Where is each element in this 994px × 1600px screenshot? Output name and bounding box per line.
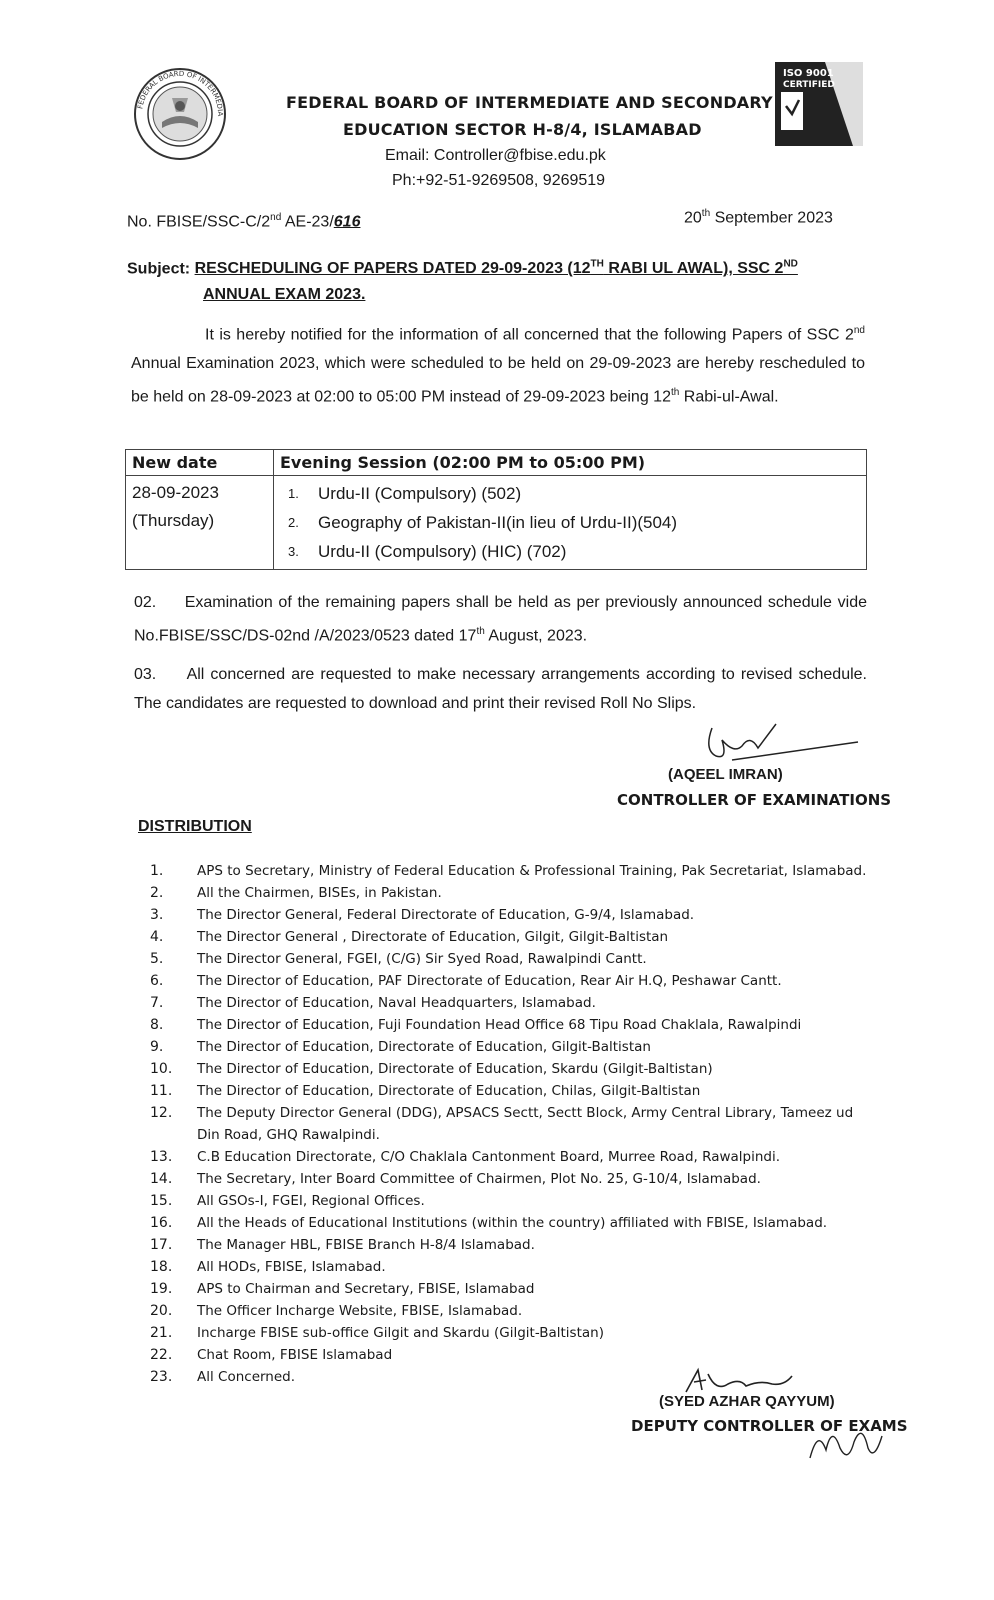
- iso-line2: CERTIFIED: [783, 80, 835, 90]
- letter-date: 20th September 2023: [684, 208, 833, 227]
- list-item: 21. Incharge FBISE sub-office Gilgit and Skardu (Gilgit-Baltistan): [150, 1325, 604, 1341]
- reference-number: No. FBISE/SSC-C/2nd AE-23/616: [127, 212, 361, 231]
- notification-paragraph: It is hereby notified for the information of all concerned that the following Papers of SSC 2nd Annual Examination 2023, which were scheduled to be held on 29-09-2023 are hereby rescheduled to be held on 28-09-2023 at 02:00 to 05:00 PM instead of 29-09-2023 being 12th Rabi-ul-Awal.: [131, 325, 865, 406]
- list-item: 5. The Director General, FGEI, (C/G) Sir Syed Road, Rawalpindi Cantt.: [150, 951, 647, 967]
- signatory1-title: CONTROLLER OF EXAMINATIONS: [617, 791, 892, 809]
- new-date: 28-09-2023: [132, 483, 219, 502]
- list-item: 9. The Director of Education, Directorate of Education, Gilgit-Baltistan: [150, 1039, 651, 1055]
- list-item: 23. All Concerned.: [150, 1369, 296, 1385]
- reference-serial: 616: [333, 213, 361, 231]
- subject-label: Subject:: [127, 260, 191, 278]
- list-item: 20. The Officer Incharge Website, FBISE, Islamabad.: [150, 1303, 523, 1319]
- subject-text-line2: ANNUAL EXAM 2023.: [203, 286, 366, 304]
- column-header-evening-session: Evening Session (02:00 PM to 05:00 PM): [274, 450, 867, 476]
- list-item: 15. All GSOs-I, FGEI, Regional Offices.: [150, 1193, 425, 1209]
- list-item: 17. The Manager HBL, FBISE Branch H-8/4 Islamabad.: [150, 1237, 535, 1253]
- new-day: (Thursday): [132, 511, 215, 530]
- list-item: 11. The Director of Education, Directorate of Education, Chilas, Gilgit-Baltistan: [150, 1083, 701, 1099]
- list-item: 16. All the Heads of Educational Institutions (within the country) affiliated with FBISE, Islamabad.: [150, 1215, 828, 1231]
- controller-signature: [698, 720, 860, 770]
- org-phone: Ph:+92-51-9269508, 9269519: [392, 172, 606, 189]
- list-item: 19. APS to Chairman and Secretary, FBISE, Islamabad: [150, 1281, 535, 1297]
- list-item: 10. The Director of Education, Directorate of Education, Skardu (Gilgit-Baltistan): [150, 1061, 713, 1077]
- table-header-row: [126, 450, 867, 476]
- list-item: 13. C.B Education Directorate, C/O Chaklala Cantonment Board, Murree Road, Rawalpindi.: [150, 1149, 781, 1165]
- column-header-new-date: New date: [126, 450, 274, 476]
- paper-item: 2. Geography of Pakistan-II(in lieu of Urdu-II)(504): [288, 513, 678, 532]
- signatory1-name: (AQEEL IMRAN): [668, 766, 783, 783]
- paragraph-number: 02.: [134, 594, 157, 611]
- signatory2-name: (SYED AZHAR QAYYUM): [659, 1393, 835, 1410]
- distribution-list: [150, 860, 870, 1388]
- paragraph-02: 02. Examination of the remaining papers shall be held as per previously announced schedule vide No.FBISE/SSC/DS-02nd /A/2023/0523 dated 17th August, 2023.: [134, 594, 867, 645]
- distribution-heading: DISTRIBUTION: [138, 818, 252, 835]
- org-name-line2: EDUCATION SECTOR H-8/4, ISLAMABAD: [343, 120, 702, 139]
- fbise-logo: [132, 66, 228, 162]
- org-name-line1: FEDERAL BOARD OF INTERMEDIATE AND SECONDARY: [286, 93, 773, 112]
- list-item: 3. The Director General, Federal Directorate of Education, G-9/4, Islamabad.: [150, 907, 695, 923]
- subject-text-line1: RESCHEDULING OF PAPERS DATED 29-09-2023 (12TH RABI UL AWAL), SSC 2ND: [194, 259, 798, 278]
- list-item: 14. The Secretary, Inter Board Committee of Chairmen, Plot No. 25, G-10/4, Islamabad.: [150, 1171, 761, 1187]
- signatory2-title: DEPUTY CONTROLLER OF EXAMS: [631, 1417, 908, 1435]
- table-row: [126, 476, 867, 570]
- list-item: 2. All the Chairmen, BISEs, in Pakistan.: [150, 885, 442, 901]
- iso-line1: ISO 9001: [783, 68, 834, 79]
- list-item: 18. All HODs, FBISE, Islamabad.: [150, 1259, 386, 1275]
- svg-text:FEDERAL BOARD OF INTERMEDIATE: FEDERAL BOARD OF INTERMEDIA: [136, 69, 225, 116]
- org-email: Email: Controller@fbise.edu.pk: [385, 147, 606, 164]
- list-item: 4. The Director General , Directorate of Education, Gilgit, Gilgit-Baltistan: [150, 929, 669, 945]
- list-item: 7. The Director of Education, Naval Headquarters, Islamabad.: [150, 995, 596, 1011]
- paragraph-number: 03.: [134, 666, 157, 683]
- paragraph-03: 03. All concerned are requested to make necessary arrangements according to revised schedule. The candidates are requested to download and print their revised Roll No Slips.: [134, 666, 867, 712]
- list-item: 6. The Director of Education, PAF Directorate of Education, Rear Air H.Q, Peshawar Cantt.: [150, 973, 782, 989]
- iso-certified-badge: [775, 62, 863, 146]
- paper-item: 1. Urdu-II (Compulsory) (502): [288, 484, 522, 503]
- list-item: 1. APS to Secretary, Ministry of Federal Education & Professional Training, Pak Secretariat, Islamabad.: [150, 863, 867, 879]
- list-item: 22. Chat Room, FBISE Islamabad: [150, 1347, 393, 1363]
- initials-signature: [804, 1418, 884, 1468]
- new-date-cell: [126, 476, 274, 570]
- papers-cell: [274, 476, 867, 570]
- subject-line: [127, 252, 867, 308]
- list-item: 8. The Director of Education, Fuji Foundation Head Office 68 Tipu Road Chaklala, Rawalpindi: [150, 1017, 802, 1033]
- schedule-table: [125, 449, 867, 570]
- paper-item: 3. Urdu-II (Compulsory) (HIC) (702): [288, 542, 567, 561]
- list-item: 12. The Deputy Director General (DDG), APSACS Sectt, Sectt Block, Army Central Library, Tameez ud Din Road, GHQ Rawalpindi.: [150, 1105, 854, 1143]
